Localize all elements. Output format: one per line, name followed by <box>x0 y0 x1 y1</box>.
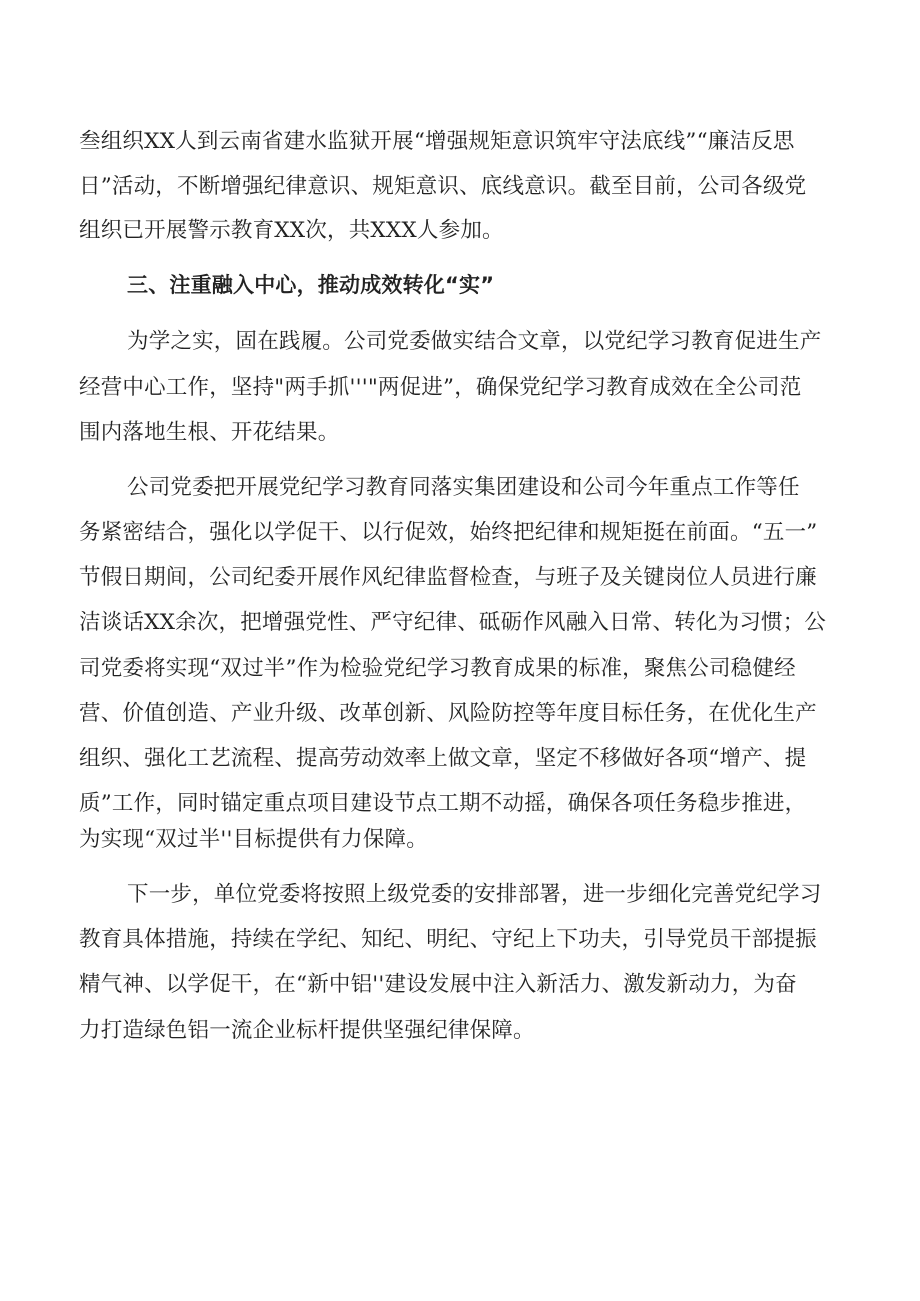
paragraph-4-line-4: 力打造绿色铝一流企业标杆提供坚强纪律保障。 <box>79 1018 535 1043</box>
paragraph-2-line-1: 为学之实，固在践履。公司党委做实结合文章，以党纪学习教育促进生产 <box>127 329 822 354</box>
paragraph-3-line-6: 营、价值创造、产业升级、改革创新、风险防控等年度目标任务，在优化生产 <box>79 701 817 726</box>
section-heading-3: 三、注重融入中心，推动成效转化“实” <box>127 273 495 297</box>
paragraph-1-line-2: 日”活动，不断增强纪律意识、规矩意识、底线意识。截至目前，公司各级党 <box>79 174 807 199</box>
paragraph-3-line-8: 质”工作，同时锚定重点项目建设节点工期不动摇，确保各项任务稳步推进， <box>79 791 807 816</box>
paragraph-1-line-1: 叁组织XX人到云南省建水监狱开展“增强规矩意识筑牢守法底线”“廉洁反思 <box>79 129 795 154</box>
paragraph-3-line-5: 司党委将实现“双过半”作为检验党纪学习教育成果的标准，聚焦公司稳健经 <box>79 656 796 681</box>
paragraph-2-line-3: 围内落地生根、开花结果。 <box>79 420 340 445</box>
paragraph-3-line-9: 为实现“双过半''目标提供有力保障。 <box>79 827 428 852</box>
paragraph-2-line-2: 经营中心工作，坚持"两手抓'''"两促进”，确保党纪学习教育成效在全公司范 <box>79 375 802 400</box>
paragraph-3-line-4: 洁谈话XX余次，把增强党性、严守纪律、砥砺作风融入日常、转化为习惯；公 <box>79 610 827 635</box>
paragraph-4-line-2: 教育具体措施，持续在学纪、知纪、明纪、守纪上下功夫，引导党员干部提振 <box>79 927 817 952</box>
paragraph-4-line-3: 精气神、以学促干，在“新中铝''建设发展中注入新活力、激发新动力，为奋 <box>79 972 797 997</box>
paragraph-3-line-2: 务紧密结合，强化以学促干、以行促效，始终把纪律和规矩挺在前面。“五一” <box>79 520 818 545</box>
paragraph-4-line-1: 下一步，单位党委将按照上级党委的安排部署，进一步细化完善党纪学习 <box>127 882 822 907</box>
paragraph-3-line-3: 节假日期间，公司纪委开展作风纪律监督检查，与班子及关键岗位人员进行廉 <box>79 565 817 590</box>
paragraph-3-line-7: 组织、强化工艺流程、提高劳动效率上做文章，坚定不移做好各项“增产、提 <box>79 746 807 771</box>
paragraph-3-line-1: 公司党委把开展党纪学习教育同落实集团建设和公司今年重点工作等任 <box>127 475 800 500</box>
paragraph-1-line-3: 组织已开展警示教育XX次，共XXX人参加。 <box>79 218 504 243</box>
